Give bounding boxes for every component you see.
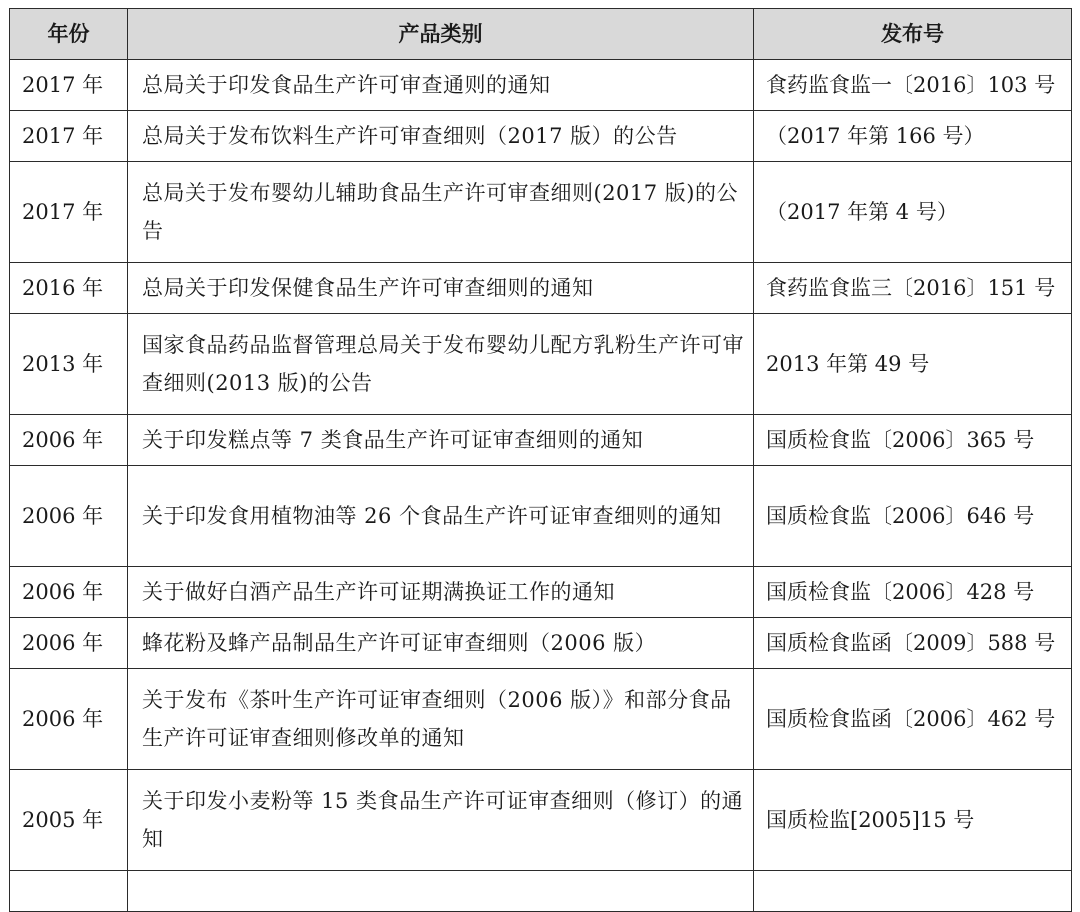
header-number: 发布号 [754,9,1072,60]
cell-category: 总局关于印发保健食品生产许可审查细则的通知 [128,263,754,314]
cell-number: 国质检监[2005]15 号 [754,770,1072,871]
cell-number: 食药监食监一〔2016〕103 号 [754,60,1072,111]
cell-category: 关于印发食用植物油等 26 个食品生产许可证审查细则的通知 [128,466,754,567]
cell-category: 关于发布《茶叶生产许可证审查细则（2006 版）》和部分食品生产许可证审查细则修改单的通知 [128,669,754,770]
cell-year: 2017 年 [10,111,128,162]
cell-year: 2006 年 [10,466,128,567]
cell-category: 蜂花粉及蜂产品制品生产许可证审查细则（2006 版） [128,618,754,669]
regulation-table [9,8,1072,912]
table-row-cut-off [10,871,1072,912]
table-row [10,162,1072,263]
table-row [10,415,1072,466]
cell-year: 2016 年 [10,263,128,314]
regulation-table-container [9,8,1071,912]
cell-year: 2005 年 [10,770,128,871]
cell-number: （2017 年第 166 号） [754,111,1072,162]
cell-year: 2006 年 [10,567,128,618]
cell-year: 2006 年 [10,669,128,770]
cell-category: 总局关于印发食品生产许可审查通则的通知 [128,60,754,111]
table-row [10,567,1072,618]
cell-year: 2006 年 [10,618,128,669]
cell-number: 国质检食监〔2006〕365 号 [754,415,1072,466]
cell-number: 食药监食监三〔2016〕151 号 [754,263,1072,314]
cell-year: 2013 年 [10,314,128,415]
cell-number: 国质检食监〔2006〕646 号 [754,466,1072,567]
cell-category-empty [128,871,754,912]
cell-number: （2017 年第 4 号） [754,162,1072,263]
cell-number: 2013 年第 49 号 [754,314,1072,415]
cell-category: 国家食品药品监督管理总局关于发布婴幼儿配方乳粉生产许可审查细则(2013 版)的公告 [128,314,754,415]
cell-number: 国质检食监函〔2009〕588 号 [754,618,1072,669]
table-row [10,618,1072,669]
cell-year: 2017 年 [10,60,128,111]
cell-number: 国质检食监函〔2006〕462 号 [754,669,1072,770]
cell-year-empty [10,871,128,912]
table-row [10,60,1072,111]
header-category: 产品类别 [128,9,754,60]
table-header-row [10,9,1072,60]
cell-category: 总局关于发布饮料生产许可审查细则（2017 版）的公告 [128,111,754,162]
table-row [10,314,1072,415]
cell-category: 关于做好白酒产品生产许可证期满换证工作的通知 [128,567,754,618]
cell-category: 关于印发糕点等 7 类食品生产许可证审查细则的通知 [128,415,754,466]
cell-category: 总局关于发布婴幼儿辅助食品生产许可审查细则(2017 版)的公告 [128,162,754,263]
cell-year: 2017 年 [10,162,128,263]
cell-number-empty [754,871,1072,912]
cell-year: 2006 年 [10,415,128,466]
table-row [10,669,1072,770]
table-row [10,770,1072,871]
cell-category: 关于印发小麦粉等 15 类食品生产许可证审查细则（修订）的通知 [128,770,754,871]
table-row [10,111,1072,162]
header-year: 年份 [10,9,128,60]
table-row [10,263,1072,314]
cell-number: 国质检食监〔2006〕428 号 [754,567,1072,618]
table-row [10,466,1072,567]
